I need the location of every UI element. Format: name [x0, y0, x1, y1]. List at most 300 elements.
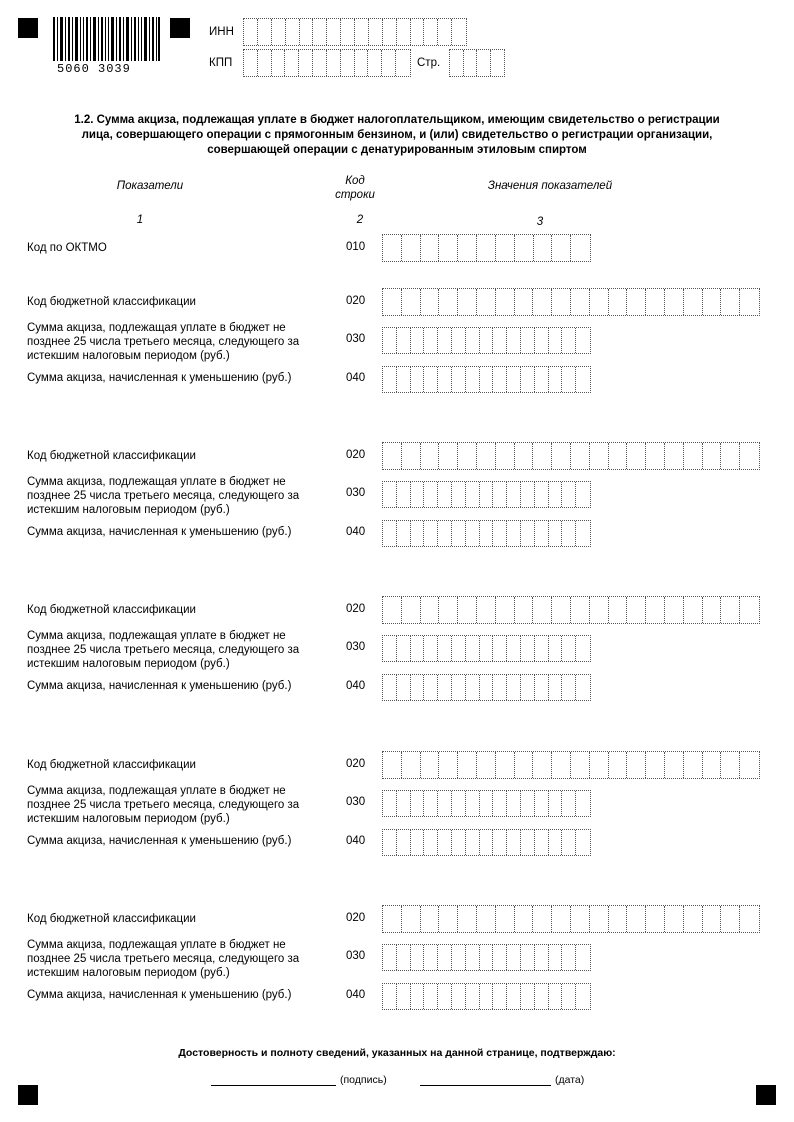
char-cell[interactable]	[627, 289, 646, 315]
char-cell[interactable]	[627, 906, 646, 932]
char-cell[interactable]	[477, 50, 491, 76]
char-cell[interactable]	[480, 830, 494, 855]
char-cell[interactable]	[439, 906, 458, 932]
char-cell[interactable]	[368, 50, 382, 76]
char-cell[interactable]	[493, 830, 507, 855]
char-cell[interactable]	[721, 289, 740, 315]
char-cell[interactable]	[571, 906, 590, 932]
char-cell[interactable]	[549, 367, 563, 392]
char-cell[interactable]	[383, 636, 397, 661]
char-cell[interactable]	[515, 597, 534, 623]
char-cell[interactable]	[721, 597, 740, 623]
char-cell[interactable]	[646, 752, 665, 778]
char-cell[interactable]	[480, 482, 494, 507]
char-cell[interactable]	[299, 50, 313, 76]
char-cell[interactable]	[496, 597, 515, 623]
char-cell[interactable]	[272, 50, 286, 76]
char-cell[interactable]	[480, 675, 494, 700]
char-cell[interactable]	[496, 443, 515, 469]
char-cell[interactable]	[521, 521, 535, 546]
kbk-field[interactable]	[382, 288, 760, 316]
char-cell[interactable]	[383, 984, 397, 1009]
char-cell[interactable]	[740, 906, 759, 932]
char-cell[interactable]	[562, 636, 576, 661]
char-cell[interactable]	[464, 50, 478, 76]
char-cell[interactable]	[535, 636, 549, 661]
char-cell[interactable]	[402, 906, 421, 932]
char-cell[interactable]	[439, 289, 458, 315]
char-cell[interactable]	[458, 443, 477, 469]
char-cell[interactable]	[740, 289, 759, 315]
char-cell[interactable]	[576, 945, 590, 970]
char-cell[interactable]	[438, 328, 452, 353]
char-cell[interactable]	[703, 597, 722, 623]
char-cell[interactable]	[397, 482, 411, 507]
kbk-field[interactable]	[382, 751, 760, 779]
char-cell[interactable]	[562, 367, 576, 392]
char-cell[interactable]	[327, 50, 341, 76]
char-cell[interactable]	[438, 482, 452, 507]
char-cell[interactable]	[703, 289, 722, 315]
char-cell[interactable]	[507, 636, 521, 661]
char-cell[interactable]	[703, 443, 722, 469]
char-cell[interactable]	[590, 906, 609, 932]
char-cell[interactable]	[452, 791, 466, 816]
char-cell[interactable]	[383, 328, 397, 353]
char-cell[interactable]	[458, 235, 477, 261]
char-cell[interactable]	[590, 289, 609, 315]
char-cell[interactable]	[258, 50, 272, 76]
char-cell[interactable]	[438, 791, 452, 816]
char-cell[interactable]	[397, 984, 411, 1009]
char-cell[interactable]	[438, 636, 452, 661]
char-cell[interactable]	[684, 752, 703, 778]
char-cell[interactable]	[452, 945, 466, 970]
char-cell[interactable]	[549, 675, 563, 700]
excise-due-field[interactable]	[382, 481, 591, 508]
char-cell[interactable]	[703, 752, 722, 778]
char-cell[interactable]	[458, 752, 477, 778]
char-cell[interactable]	[571, 235, 590, 261]
char-cell[interactable]	[665, 443, 684, 469]
char-cell[interactable]	[244, 50, 258, 76]
char-cell[interactable]	[452, 636, 466, 661]
char-cell[interactable]	[411, 636, 425, 661]
char-cell[interactable]	[411, 521, 425, 546]
char-cell[interactable]	[535, 945, 549, 970]
char-cell[interactable]	[458, 289, 477, 315]
char-cell[interactable]	[491, 50, 505, 76]
char-cell[interactable]	[341, 50, 355, 76]
char-cell[interactable]	[424, 482, 438, 507]
char-cell[interactable]	[355, 50, 369, 76]
char-cell[interactable]	[507, 328, 521, 353]
char-cell[interactable]	[533, 443, 552, 469]
char-cell[interactable]	[552, 235, 571, 261]
char-cell[interactable]	[576, 367, 590, 392]
char-cell[interactable]	[609, 752, 628, 778]
char-cell[interactable]	[466, 945, 480, 970]
date-line[interactable]	[420, 1085, 551, 1086]
char-cell[interactable]	[477, 443, 496, 469]
char-cell[interactable]	[684, 289, 703, 315]
char-cell[interactable]	[493, 945, 507, 970]
char-cell[interactable]	[521, 830, 535, 855]
char-cell[interactable]	[421, 235, 440, 261]
char-cell[interactable]	[421, 752, 440, 778]
char-cell[interactable]	[507, 521, 521, 546]
char-cell[interactable]	[515, 906, 534, 932]
char-cell[interactable]	[535, 367, 549, 392]
char-cell[interactable]	[313, 50, 327, 76]
char-cell[interactable]	[549, 830, 563, 855]
char-cell[interactable]	[549, 328, 563, 353]
char-cell[interactable]	[627, 597, 646, 623]
char-cell[interactable]	[438, 367, 452, 392]
char-cell[interactable]	[466, 791, 480, 816]
char-cell[interactable]	[493, 984, 507, 1009]
char-cell[interactable]	[576, 791, 590, 816]
char-cell[interactable]	[272, 19, 286, 45]
char-cell[interactable]	[721, 906, 740, 932]
excise-reduce-field[interactable]	[382, 520, 591, 547]
char-cell[interactable]	[684, 443, 703, 469]
char-cell[interactable]	[286, 19, 300, 45]
char-cell[interactable]	[424, 367, 438, 392]
char-cell[interactable]	[507, 984, 521, 1009]
excise-reduce-field[interactable]	[382, 366, 591, 393]
char-cell[interactable]	[627, 752, 646, 778]
char-cell[interactable]	[383, 945, 397, 970]
char-cell[interactable]	[477, 235, 496, 261]
char-cell[interactable]	[571, 752, 590, 778]
char-cell[interactable]	[452, 984, 466, 1009]
char-cell[interactable]	[411, 675, 425, 700]
char-cell[interactable]	[521, 636, 535, 661]
excise-reduce-field[interactable]	[382, 983, 591, 1010]
excise-reduce-field[interactable]	[382, 829, 591, 856]
char-cell[interactable]	[533, 597, 552, 623]
char-cell[interactable]	[383, 443, 402, 469]
kbk-field[interactable]	[382, 596, 760, 624]
char-cell[interactable]	[424, 675, 438, 700]
char-cell[interactable]	[721, 443, 740, 469]
char-cell[interactable]	[402, 289, 421, 315]
char-cell[interactable]	[549, 521, 563, 546]
char-cell[interactable]	[402, 752, 421, 778]
excise-reduce-field[interactable]	[382, 674, 591, 701]
char-cell[interactable]	[383, 19, 397, 45]
char-cell[interactable]	[562, 521, 576, 546]
char-cell[interactable]	[438, 830, 452, 855]
char-cell[interactable]	[411, 367, 425, 392]
char-cell[interactable]	[477, 752, 496, 778]
char-cell[interactable]	[480, 791, 494, 816]
char-cell[interactable]	[397, 675, 411, 700]
char-cell[interactable]	[421, 443, 440, 469]
char-cell[interactable]	[740, 597, 759, 623]
char-cell[interactable]	[493, 636, 507, 661]
char-cell[interactable]	[411, 830, 425, 855]
char-cell[interactable]	[383, 482, 397, 507]
char-cell[interactable]	[535, 791, 549, 816]
char-cell[interactable]	[466, 984, 480, 1009]
char-cell[interactable]	[493, 328, 507, 353]
char-cell[interactable]	[684, 597, 703, 623]
char-cell[interactable]	[477, 289, 496, 315]
char-cell[interactable]	[571, 597, 590, 623]
char-cell[interactable]	[576, 984, 590, 1009]
char-cell[interactable]	[452, 328, 466, 353]
char-cell[interactable]	[507, 367, 521, 392]
char-cell[interactable]	[552, 289, 571, 315]
char-cell[interactable]	[646, 597, 665, 623]
char-cell[interactable]	[421, 289, 440, 315]
char-cell[interactable]	[424, 945, 438, 970]
char-cell[interactable]	[402, 597, 421, 623]
excise-due-field[interactable]	[382, 944, 591, 971]
char-cell[interactable]	[609, 289, 628, 315]
char-cell[interactable]	[646, 289, 665, 315]
char-cell[interactable]	[452, 19, 466, 45]
char-cell[interactable]	[507, 830, 521, 855]
char-cell[interactable]	[383, 906, 402, 932]
char-cell[interactable]	[552, 597, 571, 623]
char-cell[interactable]	[477, 906, 496, 932]
char-cell[interactable]	[562, 791, 576, 816]
char-cell[interactable]	[665, 597, 684, 623]
kbk-field[interactable]	[382, 442, 760, 470]
char-cell[interactable]	[493, 367, 507, 392]
char-cell[interactable]	[438, 984, 452, 1009]
char-cell[interactable]	[507, 791, 521, 816]
char-cell[interactable]	[397, 636, 411, 661]
char-cell[interactable]	[562, 328, 576, 353]
char-cell[interactable]	[458, 906, 477, 932]
char-cell[interactable]	[424, 984, 438, 1009]
char-cell[interactable]	[383, 752, 402, 778]
char-cell[interactable]	[383, 791, 397, 816]
char-cell[interactable]	[493, 521, 507, 546]
char-cell[interactable]	[424, 636, 438, 661]
char-cell[interactable]	[507, 675, 521, 700]
char-cell[interactable]	[590, 443, 609, 469]
char-cell[interactable]	[480, 521, 494, 546]
char-cell[interactable]	[397, 521, 411, 546]
char-cell[interactable]	[402, 443, 421, 469]
char-cell[interactable]	[450, 50, 464, 76]
inn-field[interactable]	[243, 18, 467, 46]
char-cell[interactable]	[533, 906, 552, 932]
char-cell[interactable]	[576, 521, 590, 546]
char-cell[interactable]	[452, 367, 466, 392]
char-cell[interactable]	[534, 235, 553, 261]
char-cell[interactable]	[646, 906, 665, 932]
char-cell[interactable]	[571, 443, 590, 469]
char-cell[interactable]	[609, 906, 628, 932]
char-cell[interactable]	[480, 636, 494, 661]
char-cell[interactable]	[396, 50, 410, 76]
char-cell[interactable]	[452, 521, 466, 546]
char-cell[interactable]	[552, 443, 571, 469]
char-cell[interactable]	[383, 367, 397, 392]
char-cell[interactable]	[521, 367, 535, 392]
char-cell[interactable]	[533, 289, 552, 315]
char-cell[interactable]	[411, 328, 425, 353]
char-cell[interactable]	[458, 597, 477, 623]
char-cell[interactable]	[439, 443, 458, 469]
char-cell[interactable]	[341, 19, 355, 45]
char-cell[interactable]	[493, 791, 507, 816]
char-cell[interactable]	[507, 482, 521, 507]
char-cell[interactable]	[521, 984, 535, 1009]
char-cell[interactable]	[721, 752, 740, 778]
char-cell[interactable]	[480, 328, 494, 353]
char-cell[interactable]	[397, 367, 411, 392]
char-cell[interactable]	[480, 984, 494, 1009]
char-cell[interactable]	[562, 945, 576, 970]
char-cell[interactable]	[552, 752, 571, 778]
char-cell[interactable]	[521, 482, 535, 507]
char-cell[interactable]	[439, 235, 458, 261]
char-cell[interactable]	[466, 328, 480, 353]
char-cell[interactable]	[411, 791, 425, 816]
char-cell[interactable]	[397, 830, 411, 855]
char-cell[interactable]	[383, 235, 402, 261]
char-cell[interactable]	[496, 752, 515, 778]
char-cell[interactable]	[438, 675, 452, 700]
page-number-field[interactable]	[449, 49, 505, 77]
char-cell[interactable]	[424, 19, 438, 45]
char-cell[interactable]	[369, 19, 383, 45]
char-cell[interactable]	[452, 830, 466, 855]
char-cell[interactable]	[421, 906, 440, 932]
char-cell[interactable]	[424, 791, 438, 816]
char-cell[interactable]	[424, 521, 438, 546]
char-cell[interactable]	[480, 945, 494, 970]
char-cell[interactable]	[549, 945, 563, 970]
char-cell[interactable]	[549, 791, 563, 816]
char-cell[interactable]	[609, 443, 628, 469]
char-cell[interactable]	[535, 328, 549, 353]
char-cell[interactable]	[383, 830, 397, 855]
char-cell[interactable]	[535, 830, 549, 855]
char-cell[interactable]	[535, 482, 549, 507]
char-cell[interactable]	[535, 675, 549, 700]
char-cell[interactable]	[439, 597, 458, 623]
char-cell[interactable]	[562, 482, 576, 507]
char-cell[interactable]	[549, 984, 563, 1009]
char-cell[interactable]	[397, 945, 411, 970]
char-cell[interactable]	[571, 289, 590, 315]
char-cell[interactable]	[576, 636, 590, 661]
excise-due-field[interactable]	[382, 635, 591, 662]
char-cell[interactable]	[466, 636, 480, 661]
char-cell[interactable]	[438, 19, 452, 45]
char-cell[interactable]	[477, 597, 496, 623]
char-cell[interactable]	[646, 443, 665, 469]
char-cell[interactable]	[439, 752, 458, 778]
char-cell[interactable]	[665, 289, 684, 315]
char-cell[interactable]	[496, 235, 515, 261]
char-cell[interactable]	[480, 367, 494, 392]
char-cell[interactable]	[383, 597, 402, 623]
char-cell[interactable]	[515, 289, 534, 315]
char-cell[interactable]	[452, 482, 466, 507]
char-cell[interactable]	[397, 328, 411, 353]
char-cell[interactable]	[383, 289, 402, 315]
char-cell[interactable]	[740, 752, 759, 778]
char-cell[interactable]	[285, 50, 299, 76]
char-cell[interactable]	[466, 830, 480, 855]
char-cell[interactable]	[507, 945, 521, 970]
char-cell[interactable]	[402, 235, 421, 261]
char-cell[interactable]	[397, 791, 411, 816]
char-cell[interactable]	[411, 945, 425, 970]
char-cell[interactable]	[576, 328, 590, 353]
char-cell[interactable]	[609, 597, 628, 623]
char-cell[interactable]	[549, 636, 563, 661]
excise-due-field[interactable]	[382, 790, 591, 817]
char-cell[interactable]	[576, 675, 590, 700]
char-cell[interactable]	[576, 830, 590, 855]
char-cell[interactable]	[438, 521, 452, 546]
char-cell[interactable]	[515, 235, 534, 261]
excise-due-field[interactable]	[382, 327, 591, 354]
char-cell[interactable]	[496, 906, 515, 932]
char-cell[interactable]	[535, 521, 549, 546]
signature-line[interactable]	[211, 1085, 336, 1086]
char-cell[interactable]	[438, 945, 452, 970]
char-cell[interactable]	[421, 597, 440, 623]
char-cell[interactable]	[300, 19, 314, 45]
char-cell[interactable]	[244, 19, 258, 45]
char-cell[interactable]	[521, 675, 535, 700]
char-cell[interactable]	[665, 752, 684, 778]
char-cell[interactable]	[521, 791, 535, 816]
char-cell[interactable]	[684, 906, 703, 932]
char-cell[interactable]	[424, 328, 438, 353]
char-cell[interactable]	[515, 752, 534, 778]
kpp-field[interactable]	[243, 49, 411, 77]
char-cell[interactable]	[576, 482, 590, 507]
char-cell[interactable]	[466, 521, 480, 546]
kbk-field[interactable]	[382, 905, 760, 933]
char-cell[interactable]	[383, 675, 397, 700]
char-cell[interactable]	[397, 19, 411, 45]
char-cell[interactable]	[533, 752, 552, 778]
char-cell[interactable]	[562, 675, 576, 700]
char-cell[interactable]	[627, 443, 646, 469]
char-cell[interactable]	[355, 19, 369, 45]
oktmo-field[interactable]	[382, 234, 591, 262]
char-cell[interactable]	[590, 597, 609, 623]
char-cell[interactable]	[521, 945, 535, 970]
char-cell[interactable]	[452, 675, 466, 700]
char-cell[interactable]	[562, 984, 576, 1009]
char-cell[interactable]	[535, 984, 549, 1009]
char-cell[interactable]	[313, 19, 327, 45]
char-cell[interactable]	[466, 482, 480, 507]
char-cell[interactable]	[496, 289, 515, 315]
char-cell[interactable]	[411, 482, 425, 507]
char-cell[interactable]	[382, 50, 396, 76]
char-cell[interactable]	[493, 675, 507, 700]
char-cell[interactable]	[493, 482, 507, 507]
char-cell[interactable]	[327, 19, 341, 45]
char-cell[interactable]	[740, 443, 759, 469]
char-cell[interactable]	[515, 443, 534, 469]
